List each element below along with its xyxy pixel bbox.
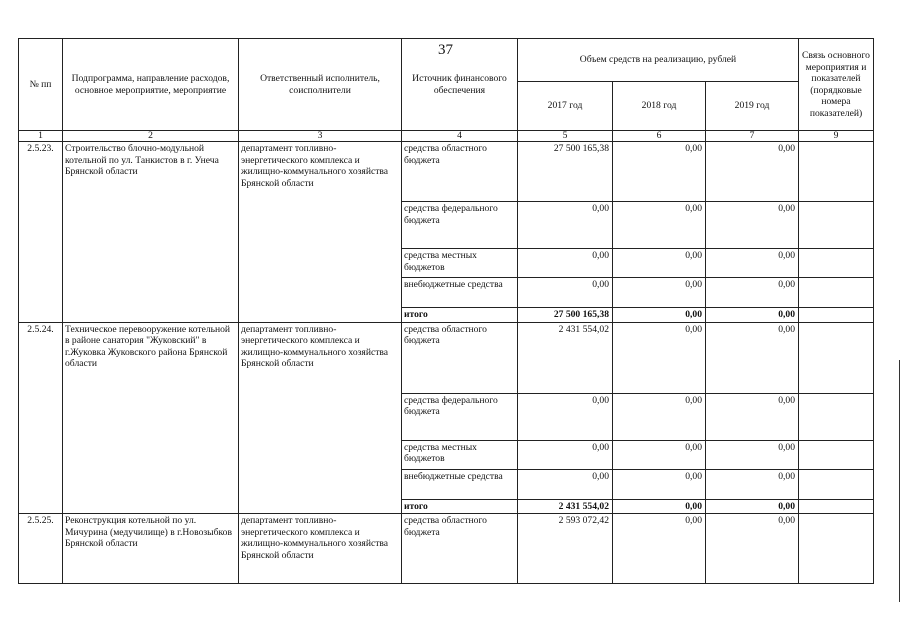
funding-source: средства областного бюджета xyxy=(402,514,518,584)
indicator-link xyxy=(799,322,874,393)
amount-2017: 27 500 165,38 xyxy=(518,308,613,323)
funding-source: средства местных бюджетов xyxy=(402,249,518,278)
measure-name: Реконструкция котельной по ул. Мичурина (медучилище) в г.Новозыбков Брянской области xyxy=(63,514,239,584)
amount-2018: 0,00 xyxy=(613,514,706,584)
amount-2018: 0,00 xyxy=(613,142,706,202)
amount-2017: 2 431 554,02 xyxy=(518,322,613,393)
amount-2018: 0,00 xyxy=(613,322,706,393)
column-number: 6 xyxy=(613,131,706,142)
indicator-link xyxy=(799,440,874,469)
indicator-link xyxy=(799,469,874,499)
amount-2018: 0,00 xyxy=(613,499,706,514)
responsible-executor: департамент топливно-энергетического комплекса и жилищно-коммунального хозяйства Брянской области xyxy=(239,322,402,514)
column-number: 9 xyxy=(799,131,874,142)
amount-2019: 0,00 xyxy=(706,469,799,499)
header-volume: Объем средств на реализацию, рублей xyxy=(518,39,799,82)
amount-2017: 0,00 xyxy=(518,393,613,440)
amount-2018: 0,00 xyxy=(613,393,706,440)
measure-name: Техническое перевооружение котельной в районе санатория "Жуковский" в г.Жуковка Жуковского района Брянской области xyxy=(63,322,239,514)
funding-source: средства местных бюджетов xyxy=(402,440,518,469)
indicator-link xyxy=(799,249,874,278)
column-number: 2 xyxy=(63,131,239,142)
amount-2017: 2 431 554,02 xyxy=(518,499,613,514)
amount-2018: 0,00 xyxy=(613,278,706,308)
funding-source: внебюджетные средства xyxy=(402,278,518,308)
amount-2018: 0,00 xyxy=(613,308,706,323)
amount-2017: 0,00 xyxy=(518,469,613,499)
amount-2019: 0,00 xyxy=(706,202,799,249)
table-row xyxy=(19,514,874,584)
indicator-link xyxy=(799,202,874,249)
amount-2018: 0,00 xyxy=(613,440,706,469)
amount-2019: 0,00 xyxy=(706,322,799,393)
column-number-row xyxy=(19,131,874,142)
amount-2017: 0,00 xyxy=(518,249,613,278)
indicator-link xyxy=(799,278,874,308)
header-year-2018: 2018 год xyxy=(613,82,706,131)
header-source: Источник финансового обеспечения xyxy=(402,39,518,131)
funding-source: средства областного бюджета xyxy=(402,142,518,202)
column-number: 7 xyxy=(706,131,799,142)
header-subprogram: Подпрограмма, направление расходов, основное мероприятие, мероприятие xyxy=(63,39,239,131)
funding-source: средства федерального бюджета xyxy=(402,393,518,440)
indicator-link xyxy=(799,514,874,584)
indicator-link xyxy=(799,142,874,202)
amount-2019: 0,00 xyxy=(706,308,799,323)
amount-2018: 0,00 xyxy=(613,202,706,249)
amount-2017: 2 593 072,42 xyxy=(518,514,613,584)
column-number: 4 xyxy=(402,131,518,142)
responsible-executor: департамент топливно-энергетического комплекса и жилищно-коммунального хозяйства Брянской области xyxy=(239,514,402,584)
responsible-executor: департамент топливно-энергетического комплекса и жилищно-коммунального хозяйства Брянской области xyxy=(239,142,402,323)
header-executor: Ответственный исполнитель, соисполнители xyxy=(239,39,402,131)
amount-2019: 0,00 xyxy=(706,440,799,469)
budget-table xyxy=(18,38,874,584)
amount-2019: 0,00 xyxy=(706,393,799,440)
row-number: 2.5.24. xyxy=(19,322,63,514)
table-row xyxy=(19,322,874,393)
row-number: 2.5.25. xyxy=(19,514,63,584)
funding-source: средства областного бюджета xyxy=(402,322,518,393)
amount-2019: 0,00 xyxy=(706,142,799,202)
amount-2018: 0,00 xyxy=(613,469,706,499)
indicator-link xyxy=(799,393,874,440)
amount-2019: 0,00 xyxy=(706,249,799,278)
amount-2019: 0,00 xyxy=(706,514,799,584)
header-year-2017: 2017 год xyxy=(518,82,613,131)
page-number: 37 xyxy=(438,42,453,58)
page-edge-line xyxy=(899,360,900,602)
amount-2017: 27 500 165,38 xyxy=(518,142,613,202)
column-number: 3 xyxy=(239,131,402,142)
amount-2017: 0,00 xyxy=(518,278,613,308)
header-num: № пп xyxy=(19,39,63,131)
indicator-link xyxy=(799,499,874,514)
funding-source: средства федерального бюджета xyxy=(402,202,518,249)
table-row xyxy=(19,142,874,202)
amount-2019: 0,00 xyxy=(706,499,799,514)
measure-name: Строительство блочно-модульной котельной по ул. Танкистов в г. Унеча Брянской области xyxy=(63,142,239,323)
row-number: 2.5.23. xyxy=(19,142,63,323)
funding-source: внебюджетные средства xyxy=(402,469,518,499)
amount-2017: 0,00 xyxy=(518,202,613,249)
column-number: 1 xyxy=(19,131,63,142)
amount-2017: 0,00 xyxy=(518,440,613,469)
header-year-2019: 2019 год xyxy=(706,82,799,131)
column-number: 5 xyxy=(518,131,613,142)
amount-2019: 0,00 xyxy=(706,278,799,308)
total-label: итого xyxy=(402,499,518,514)
header-indicators: Связь основного мероприятия и показателей (порядковые номера показателей) xyxy=(799,39,874,131)
indicator-link xyxy=(799,308,874,323)
total-label: итого xyxy=(402,308,518,323)
amount-2018: 0,00 xyxy=(613,249,706,278)
